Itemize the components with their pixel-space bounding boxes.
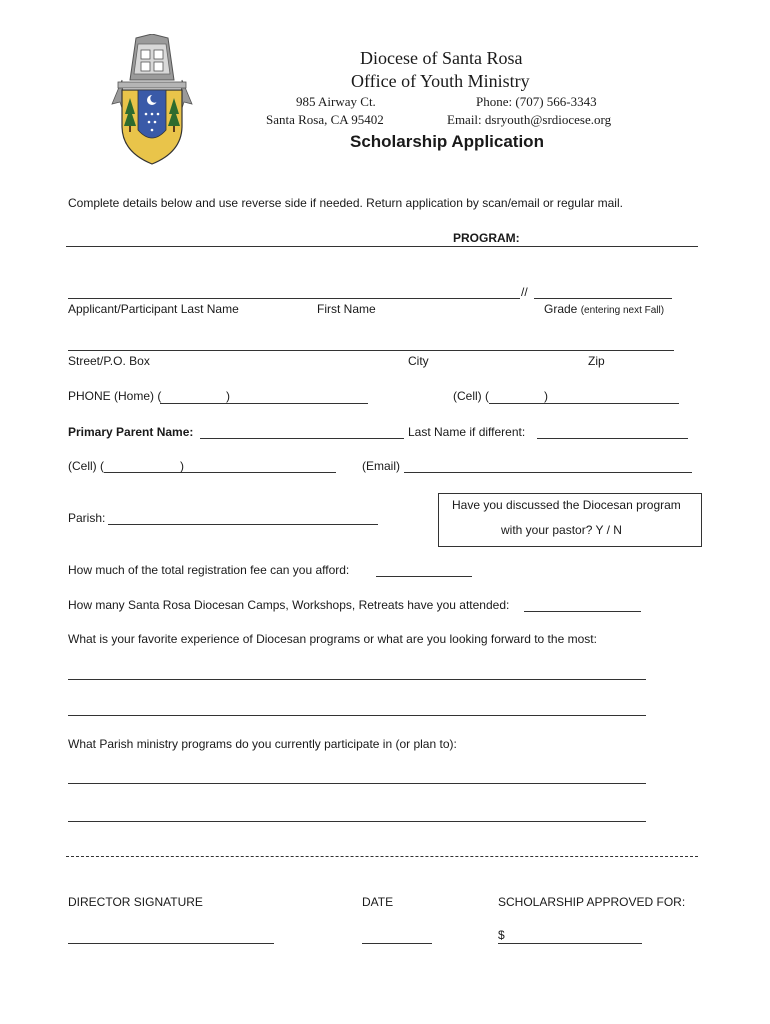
date-label: DATE: [362, 895, 394, 909]
parish-field[interactable]: [108, 524, 378, 525]
email-label: (Email): [362, 459, 400, 473]
fee-question: How much of the total registration fee can you afford:: [68, 563, 350, 577]
instructions: Complete details below and use reverse side if needed. Return application by scan/email or regular mail.: [68, 196, 623, 210]
ministry-answer-line-2[interactable]: [68, 821, 646, 822]
favorite-answer-line-1[interactable]: [68, 679, 646, 680]
cell-label: (Cell): [453, 389, 482, 403]
office-email: Email: dsryouth@srdiocese.org: [447, 112, 612, 127]
applicant-name-line[interactable]: [68, 298, 520, 299]
grade-label: Grade: [544, 302, 578, 316]
currency-symbol: $: [498, 928, 505, 942]
ministry-question: What Parish ministry programs do you currently participate in (or plan to):: [68, 737, 457, 751]
primary-parent-label: Primary Parent Name:: [68, 425, 194, 439]
parent-cell-label: (Cell): [68, 459, 97, 473]
zip-label: Zip: [588, 354, 605, 368]
director-signature-label: DIRECTOR SIGNATURE: [68, 895, 203, 909]
ministry-answer-line-1[interactable]: [68, 783, 646, 784]
office-name: Office of Youth Ministry: [351, 71, 530, 91]
parish-label: Parish:: [68, 511, 106, 525]
applicant-last-name-label: Applicant/Participant Last Name: [68, 302, 239, 316]
primary-parent-field[interactable]: [200, 438, 404, 439]
grade-note: (entering next Fall): [580, 305, 665, 316]
grade-line[interactable]: [534, 298, 672, 299]
program-label: PROGRAM:: [453, 231, 520, 245]
phone-cell-field[interactable]: [489, 403, 679, 404]
diocese-crest-logo: [108, 34, 196, 166]
street-label: Street/P.O. Box: [68, 354, 150, 368]
first-name-label: First Name: [317, 302, 376, 316]
parent-last-name-field[interactable]: [537, 438, 688, 439]
scholarship-approved-label: SCHOLARSHIP APPROVED FOR:: [498, 895, 686, 909]
office-phone: Phone: (707) 566-3343: [476, 94, 597, 109]
form-title: Scholarship Application: [350, 132, 544, 151]
parent-cell-field[interactable]: [104, 472, 336, 473]
name-separator: //: [521, 285, 528, 299]
director-signature-field[interactable]: [68, 943, 274, 944]
office-use-divider: [66, 856, 698, 857]
phone-home-field[interactable]: [160, 403, 368, 404]
program-line[interactable]: [66, 246, 698, 247]
city-state-zip: Santa Rosa, CA 95402: [266, 112, 384, 127]
last-name-if-different-label: Last Name if different:: [408, 425, 526, 439]
camps-answer-field[interactable]: [524, 611, 641, 612]
parent-email-field[interactable]: [404, 472, 692, 473]
address-line[interactable]: [68, 350, 674, 351]
fee-answer-field[interactable]: [376, 576, 472, 577]
favorite-answer-line-2[interactable]: [68, 715, 646, 716]
city-label: City: [408, 354, 429, 368]
camps-question: How many Santa Rosa Diocesan Camps, Workshops, Retreats have you attended:: [68, 598, 510, 612]
approved-amount-field[interactable]: [498, 943, 642, 944]
phone-home-label: PHONE (Home): [68, 389, 155, 403]
pastor-question-line1: Have you discussed the Diocesan program: [452, 498, 681, 512]
date-field[interactable]: [362, 943, 432, 944]
street-address: 985 Airway Ct.: [296, 94, 376, 109]
favorite-question: What is your favorite experience of Diocesan programs or what are you looking forward to the most:: [68, 632, 597, 646]
pastor-question-line2[interactable]: with your pastor? Y / N: [501, 523, 622, 537]
org-name: Diocese of Santa Rosa: [360, 48, 523, 68]
